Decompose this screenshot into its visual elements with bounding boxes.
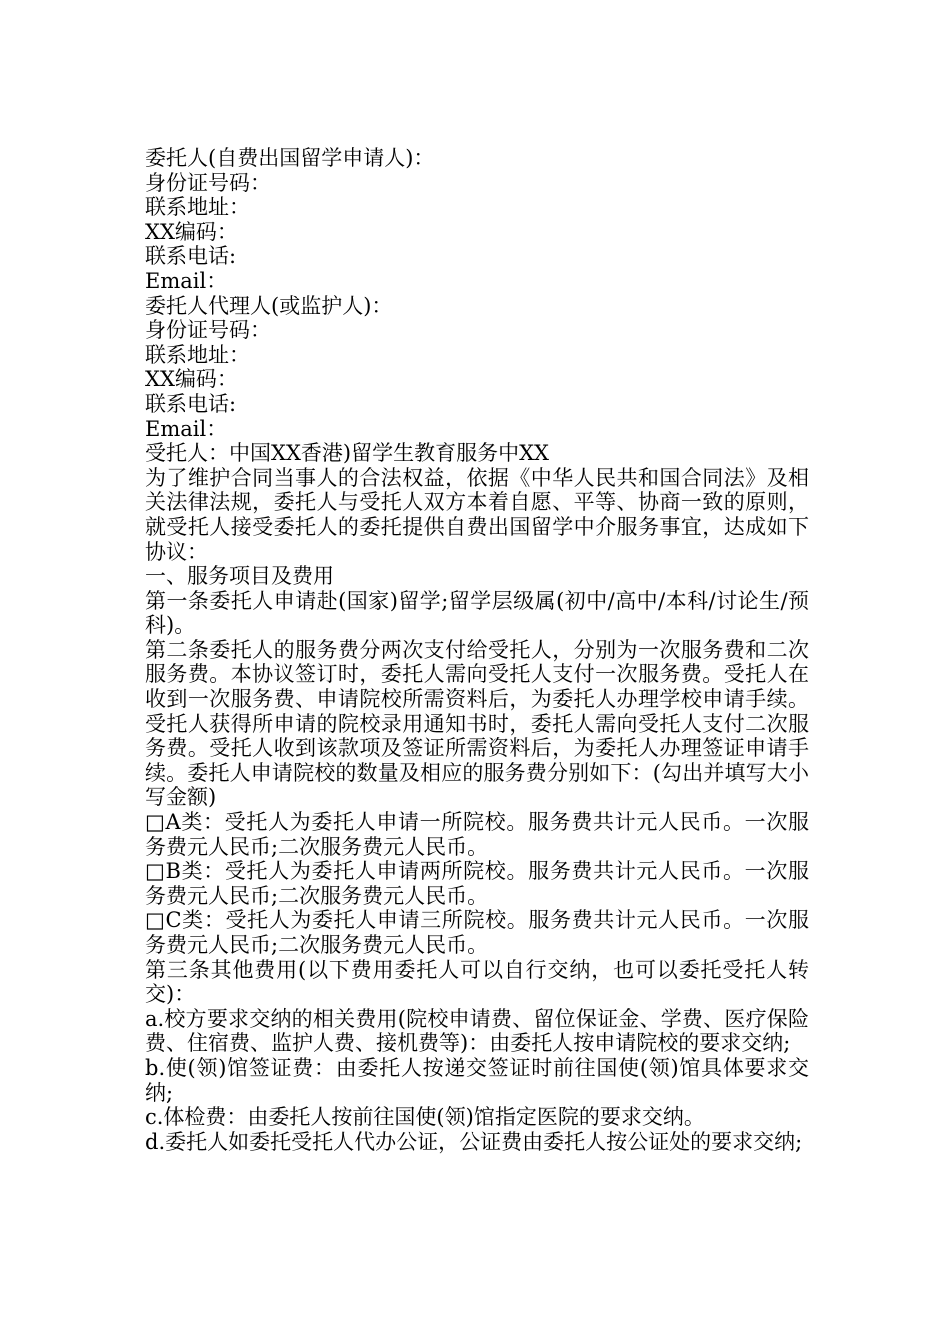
agent-name-field: 委托人代理人(或监护人)： bbox=[145, 293, 393, 318]
item-a-paragraph: a.校方要求交纳的相关费用(院校申请费、留位保证金、学费、医疗保险费、住宿费、监护人费、接机费等)：由委托人按申请院校的要求交纳; bbox=[145, 1006, 809, 1056]
article-1-paragraph: 第一条委托人申请赴(国家)留学;留学层级属(初中/高中/本科/讨论生/预科)。 bbox=[145, 588, 809, 638]
client-id-number-field: 身份证号码： bbox=[145, 170, 271, 195]
item-b-paragraph: b.使(领)馆签证费：由委托人按递交签证时前往国使(领)馆具体要求交纳; bbox=[145, 1055, 809, 1105]
agreement-body bbox=[145, 466, 809, 1155]
preamble-paragraph: 为了维护合同当事人的合法权益，依据《中华人民共和国合同法》及相关法律法规，委托人与受托人双方本着自愿、平等、协商一致的原则，就受托人接受委托人的委托提供自费出国留学中介服务事宜，达成如下协议： bbox=[145, 465, 809, 564]
option-b-paragraph: □B类：受托人为委托人申请两所院校。服务费共计元人民币。一次服务费元人民币;二次服务费元人民币。 bbox=[145, 859, 809, 908]
article-2-paragraph: 第二条委托人的服务费分两次支付给受托人，分别为一次服务费和二次服务费。本协议签订时，委托人需向受托人支付一次服务费。受托人在收到一次服务费、申请院校所需资料后，为委托人办理学校申请手续。受托人获得所申请的院校录用通知书时，委托人需向受托人支付二次服务费。受托人收到该款项及签证所需资料后，为委托人办理签证申请手续。委托人申请院校的数量及相应的服务费分别如下：(勾出并填写大小写金额) bbox=[145, 637, 809, 810]
client-email-field: Email： bbox=[145, 268, 228, 293]
item-c-paragraph: c.体检费：由委托人按前往国使(领)馆指定医院的要求交纳。 bbox=[145, 1105, 705, 1130]
agent-email-field: Email： bbox=[145, 416, 228, 441]
section-heading: 一、服务项目及费用 bbox=[145, 564, 334, 589]
item-d-paragraph: d.委托人如委托受托人代办公证，公证费由委托人按公证处的要求交纳; bbox=[145, 1129, 803, 1154]
client-phone-field: 联系电话: bbox=[145, 244, 237, 269]
agent-phone-field: 联系电话: bbox=[145, 391, 237, 416]
option-c-paragraph: □C类：受托人为委托人申请三所院校。服务费共计元人民币。一次服务费元人民币;二次服务费元人民币。 bbox=[145, 908, 809, 957]
client-name-field: 委托人(自费出国留学申请人)： bbox=[145, 146, 435, 170]
document-page bbox=[145, 146, 809, 1154]
option-a-paragraph: □A类：受托人为委托人申请一所院校。服务费共计元人民币。一次服务费元人民币;二次服务费元人民币。 bbox=[145, 810, 809, 859]
client-address-field: 联系地址： bbox=[145, 195, 250, 220]
agent-id-number-field: 身份证号码： bbox=[145, 318, 271, 343]
agent-postcode-field: XX编码： bbox=[145, 367, 238, 392]
party-info-block bbox=[145, 146, 809, 466]
agent-address-field: 联系地址： bbox=[145, 342, 250, 367]
trustee-field: 受托人：中国XX香港)留学生教育服务中XX bbox=[145, 441, 549, 466]
article-3-paragraph: 第三条其他费用(以下费用委托人可以自行交纳，也可以委托受托人转交)： bbox=[145, 957, 809, 1007]
client-postcode-field: XX编码： bbox=[145, 219, 238, 244]
